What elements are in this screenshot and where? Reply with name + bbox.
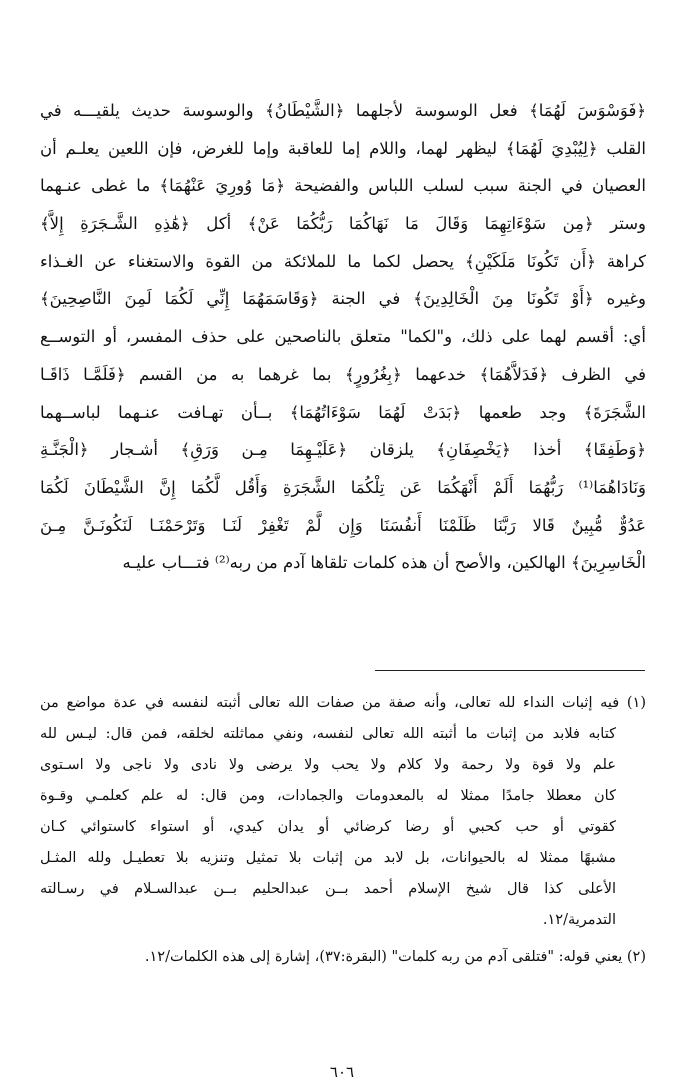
footnotes (40, 688, 646, 973)
footnote-line: التدمرية/١٢. (542, 912, 616, 928)
text-line: الشَّجَرَةَ﴾ وجد طعمها ﴿بَدَتْ لَهُمَا سَوْءَاتُهُمَا﴾ بــأن تهـافت عنـهما لباســهما (40, 402, 646, 422)
text-line: وغيره ﴿أَوْ تَكُونَا مِنَ الْخَالِدِينَ﴾ في الجنة ﴿وَقَاسَمَهُمَا إِنِّي لَكُمَا لَمِنَ النَّاصِحِينَ﴾ (40, 289, 646, 309)
text-line: أي: أقسم لهما على ذلك، و"لكما" متعلق بالناصحين على حذف المفسر، أو التوســع (40, 327, 646, 347)
footnote-line: (١) فيه إثبات النداء لله تعالى، وأنه صفة من صفات الله تعالى أثبته لنفسه في عدة مواضع من (40, 695, 646, 711)
footnote-line: مشبهًا ممثلا له بالحيوانات، بل لابد من إثبات بلا تمثيل وتنزيه بلا تعطيـل ولله المثـل (40, 850, 616, 866)
footnote-1 (40, 688, 646, 936)
footnote-line: كتابه فلابد من إثبات ما أثبته الله تعالى لنفسه، ونفي مماثلته لخلقه، فمن قال: ليـس لله (40, 726, 616, 742)
text-line: ﴿وَطَفِقَا﴾ أخذا ﴿يَخْصِفَانِ﴾ يلزقان ﴿عَلَيْـهِمَا مِـن وَرَقِ﴾ أشـجار ﴿الْجَنَّـةِ (40, 440, 646, 460)
footnote-separator (375, 670, 645, 671)
text-line: كراهة ﴿أَن تَكُونَا مَلَكَيْنِ﴾ يحصل لكما ما للملائكة من القوة والاستغناء عن الغـذاء (40, 251, 646, 271)
text-line: عَدُوٌّ مُّبِينٌ قَالا رَبَّنَا ظَلَمْنَا أَنفُسَنَا وَإِن لَّمْ تَغْفِرْ لَنَـا وَتَرْحَمْنَـا لَنَكُونَـنَّ مِـنَ (40, 515, 646, 535)
footnote-2 (40, 942, 646, 973)
text-line: ﴿فَوَسْوَسَ لَهُمَا﴾ فعل الوسوسة لأجلهما ﴿الشَّيْطَانُ﴾ والوسوسة حديث يلقيـــه في (40, 101, 646, 120)
text-line: وستر ﴿مِن سَوْءَاتِهِمَا وَقَالَ مَا نَهَاكُمَا رَبُّكُمَا عَنْ﴾ أكل ﴿هَٰذِهِ الشَّـجَرَةِ إِلاَّ﴾ (40, 214, 646, 234)
main-text (40, 92, 646, 582)
text-line: الْخَاسِرِينَ﴾ الهالكين، والأصح أن هذه كلمات تلقاها آدم من ربه⁽²⁾ فتـــاب عليـه (122, 553, 646, 573)
footnote-line: علم ولا قوة ولا رحمة ولا كلام ولا يحب ولا يرضى ولا نادى ولا ناجى ولا اسـتوى (40, 757, 616, 773)
footnote-line: (٢) يعني قوله: "فتلقى آدم من ربه كلمات" (البقرة:٣٧)، إشارة إلى هذه الكلمات/١٢. (144, 949, 646, 965)
text-line: وَنَادَاهُمَا⁽¹⁾ رَبُّهُمَا أَلَمْ أَنْهَكُمَا عَن تِلْكُمَا الشَّجَرَةِ وَأَقُل لَّكُمَا إِنَّ الشَّيْطَانَ لَكُمَا (40, 477, 646, 497)
text-line: في الظرف ﴿فَدَلاَّهُمَا﴾ خدعهما ﴿بِغُرُورٍ﴾ بما غرهما به من القسم ﴿فَلَمَّـا ذَاقَـا (40, 364, 646, 384)
text-line: العصيان في الجنة سبب لسلب اللباس والفضيحة ﴿مَا وُورِيَ عَنْهُمَا﴾ ما غطى عنـهما (40, 176, 646, 196)
footnote-line: الأعلى كذا قال شيخ الإسلام أحمد بــن عبدالحليم بــن عبدالسـلام في رسـالته (40, 881, 616, 897)
text-line: القلب ﴿لِيُبْدِيَ لَهُمَا﴾ ليظهر لهما، واللام إما للعاقبة وإما للغرض، فإن اللعين يعلـم أن (40, 138, 646, 158)
page-number: ٦٠٦ (329, 1063, 355, 1081)
footnote-line: كان معطلا جامدًا ممثلا له بالمعدومات والجمادات، ومن قال: له علم كعلمـي وقـوة (40, 788, 616, 804)
footnote-line: كقوتي أو حب كحبي أو رضا كرضائي أو يدان كيدي، أو استواء كاستوائي كـان (40, 819, 616, 835)
